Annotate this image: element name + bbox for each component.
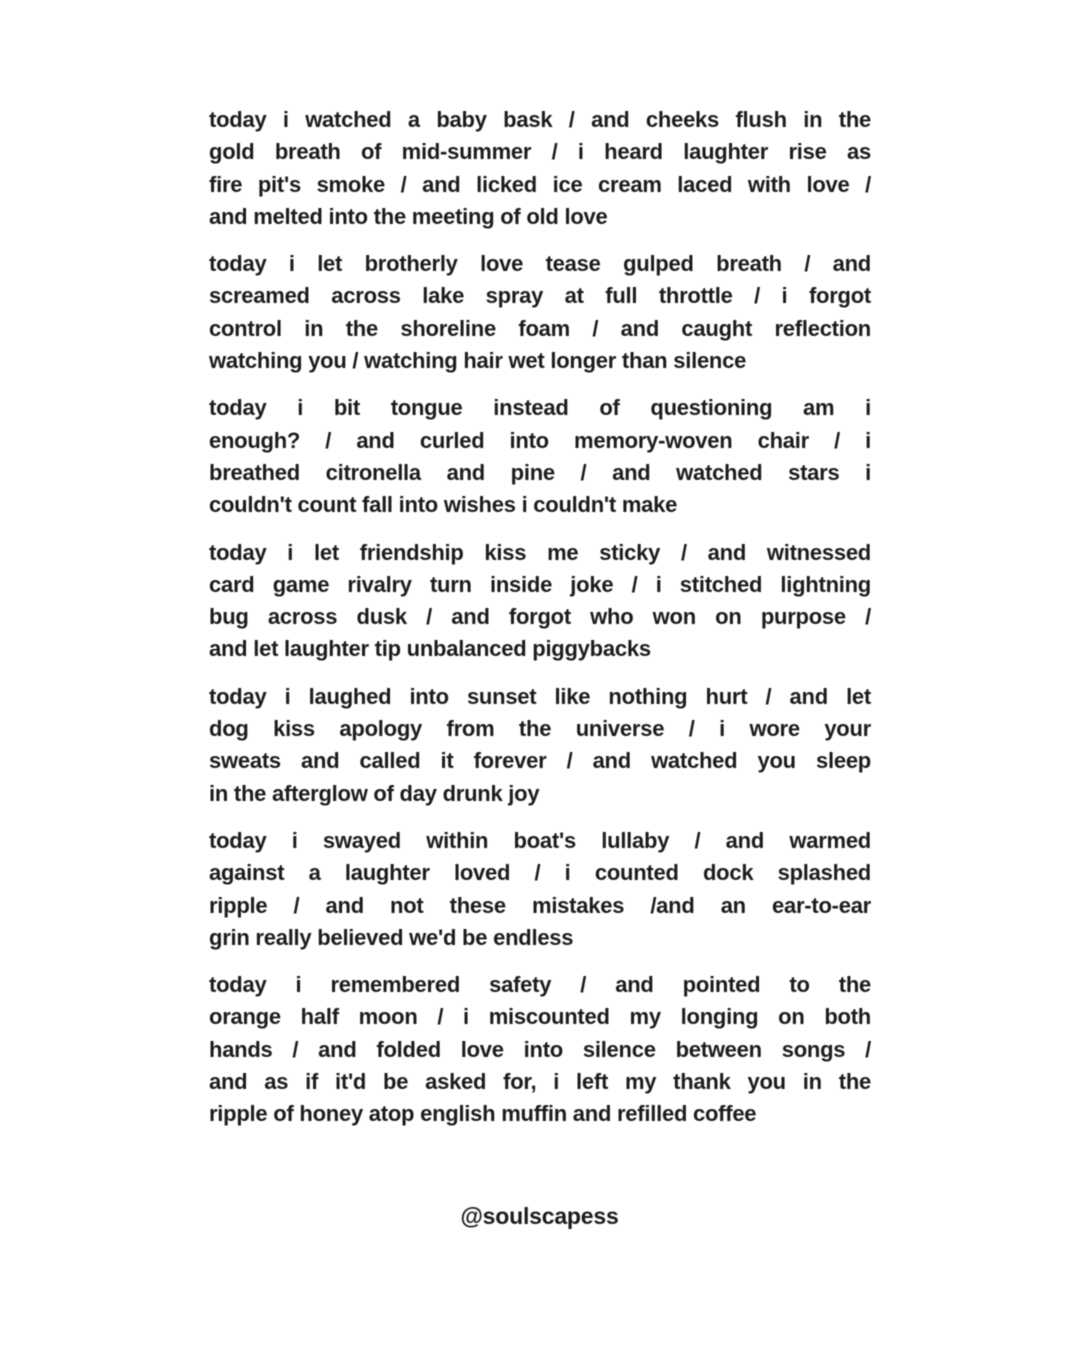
poem-line: today i let friendship kiss me sticky / and witnessed — [209, 539, 871, 565]
poem-stanza — [209, 104, 871, 233]
poem-line: gold breath of mid-summer / i heard laughter rise as — [209, 139, 871, 165]
poem-line: orange half moon / i miscounted my longing on both — [209, 1004, 871, 1030]
poem-stanza — [209, 392, 871, 521]
poem-line: ripple of honey atop english muffin and refilled coffee — [209, 1101, 757, 1127]
poem-line: watching you / watching hair wet longer than silence — [209, 348, 747, 374]
poem-line: couldn't count fall into wishes i couldn't make — [209, 492, 678, 518]
poem-line: ripple / and not these mistakes /and an ear-to-ear — [209, 892, 871, 918]
poem-stanza — [209, 825, 871, 954]
poem-line: and melted into the meeting of old love — [209, 203, 608, 229]
poem-line: against a laughter loved / i counted dock splashed — [209, 860, 871, 886]
poem-line: dog kiss apology from the universe / i wore your — [209, 716, 871, 742]
poem-line: in the afterglow of day drunk joy — [209, 780, 540, 806]
poem-stanza — [209, 537, 871, 666]
poem-line: hands / and folded love into silence between songs / — [209, 1036, 871, 1062]
poem-line: and let laughter tip unbalanced piggybacks — [209, 636, 651, 662]
poem-line: grin really believed we'd be endless — [209, 924, 574, 950]
poem-line: screamed across lake spray at full throttle / i forgot — [209, 283, 871, 309]
poem-line: card game rivalry turn inside joke / i stitched lightning — [209, 571, 871, 597]
poem-stanza — [209, 248, 871, 377]
poem-stanza — [209, 969, 871, 1130]
poem-line: fire pit's smoke / and licked ice cream laced with love / — [209, 171, 871, 197]
poem-line: sweats and called it forever / and watched you sleep — [209, 748, 871, 774]
poem-line: bug across dusk / and forgot who won on purpose / — [209, 604, 871, 630]
poem-line: breathed citronella and pine / and watched stars i — [209, 459, 871, 485]
poem-line: today i laughed into sunset like nothing hurt / and let — [209, 683, 871, 709]
poem-line: today i let brotherly love tease gulped breath / and — [209, 251, 871, 277]
poem-line: and as if it'd be asked for, i left my thank you in the — [209, 1069, 871, 1095]
poem — [209, 104, 871, 1146]
poem-line: today i bit tongue instead of questioning am i — [209, 395, 871, 421]
poem-line: today i swayed within boat's lullaby / and warmed — [209, 827, 871, 853]
author-handle: @soulscapess — [460, 1203, 619, 1229]
poem-line: enough? / and curled into memory-woven chair / i — [209, 427, 871, 453]
poem-stanza — [209, 681, 871, 810]
poem-line: today i watched a baby bask / and cheeks flush in the — [209, 107, 871, 132]
poem-line: control in the shoreline foam / and caught reflection — [209, 315, 871, 341]
poem-line: today i remembered safety / and pointed to the — [209, 972, 871, 998]
